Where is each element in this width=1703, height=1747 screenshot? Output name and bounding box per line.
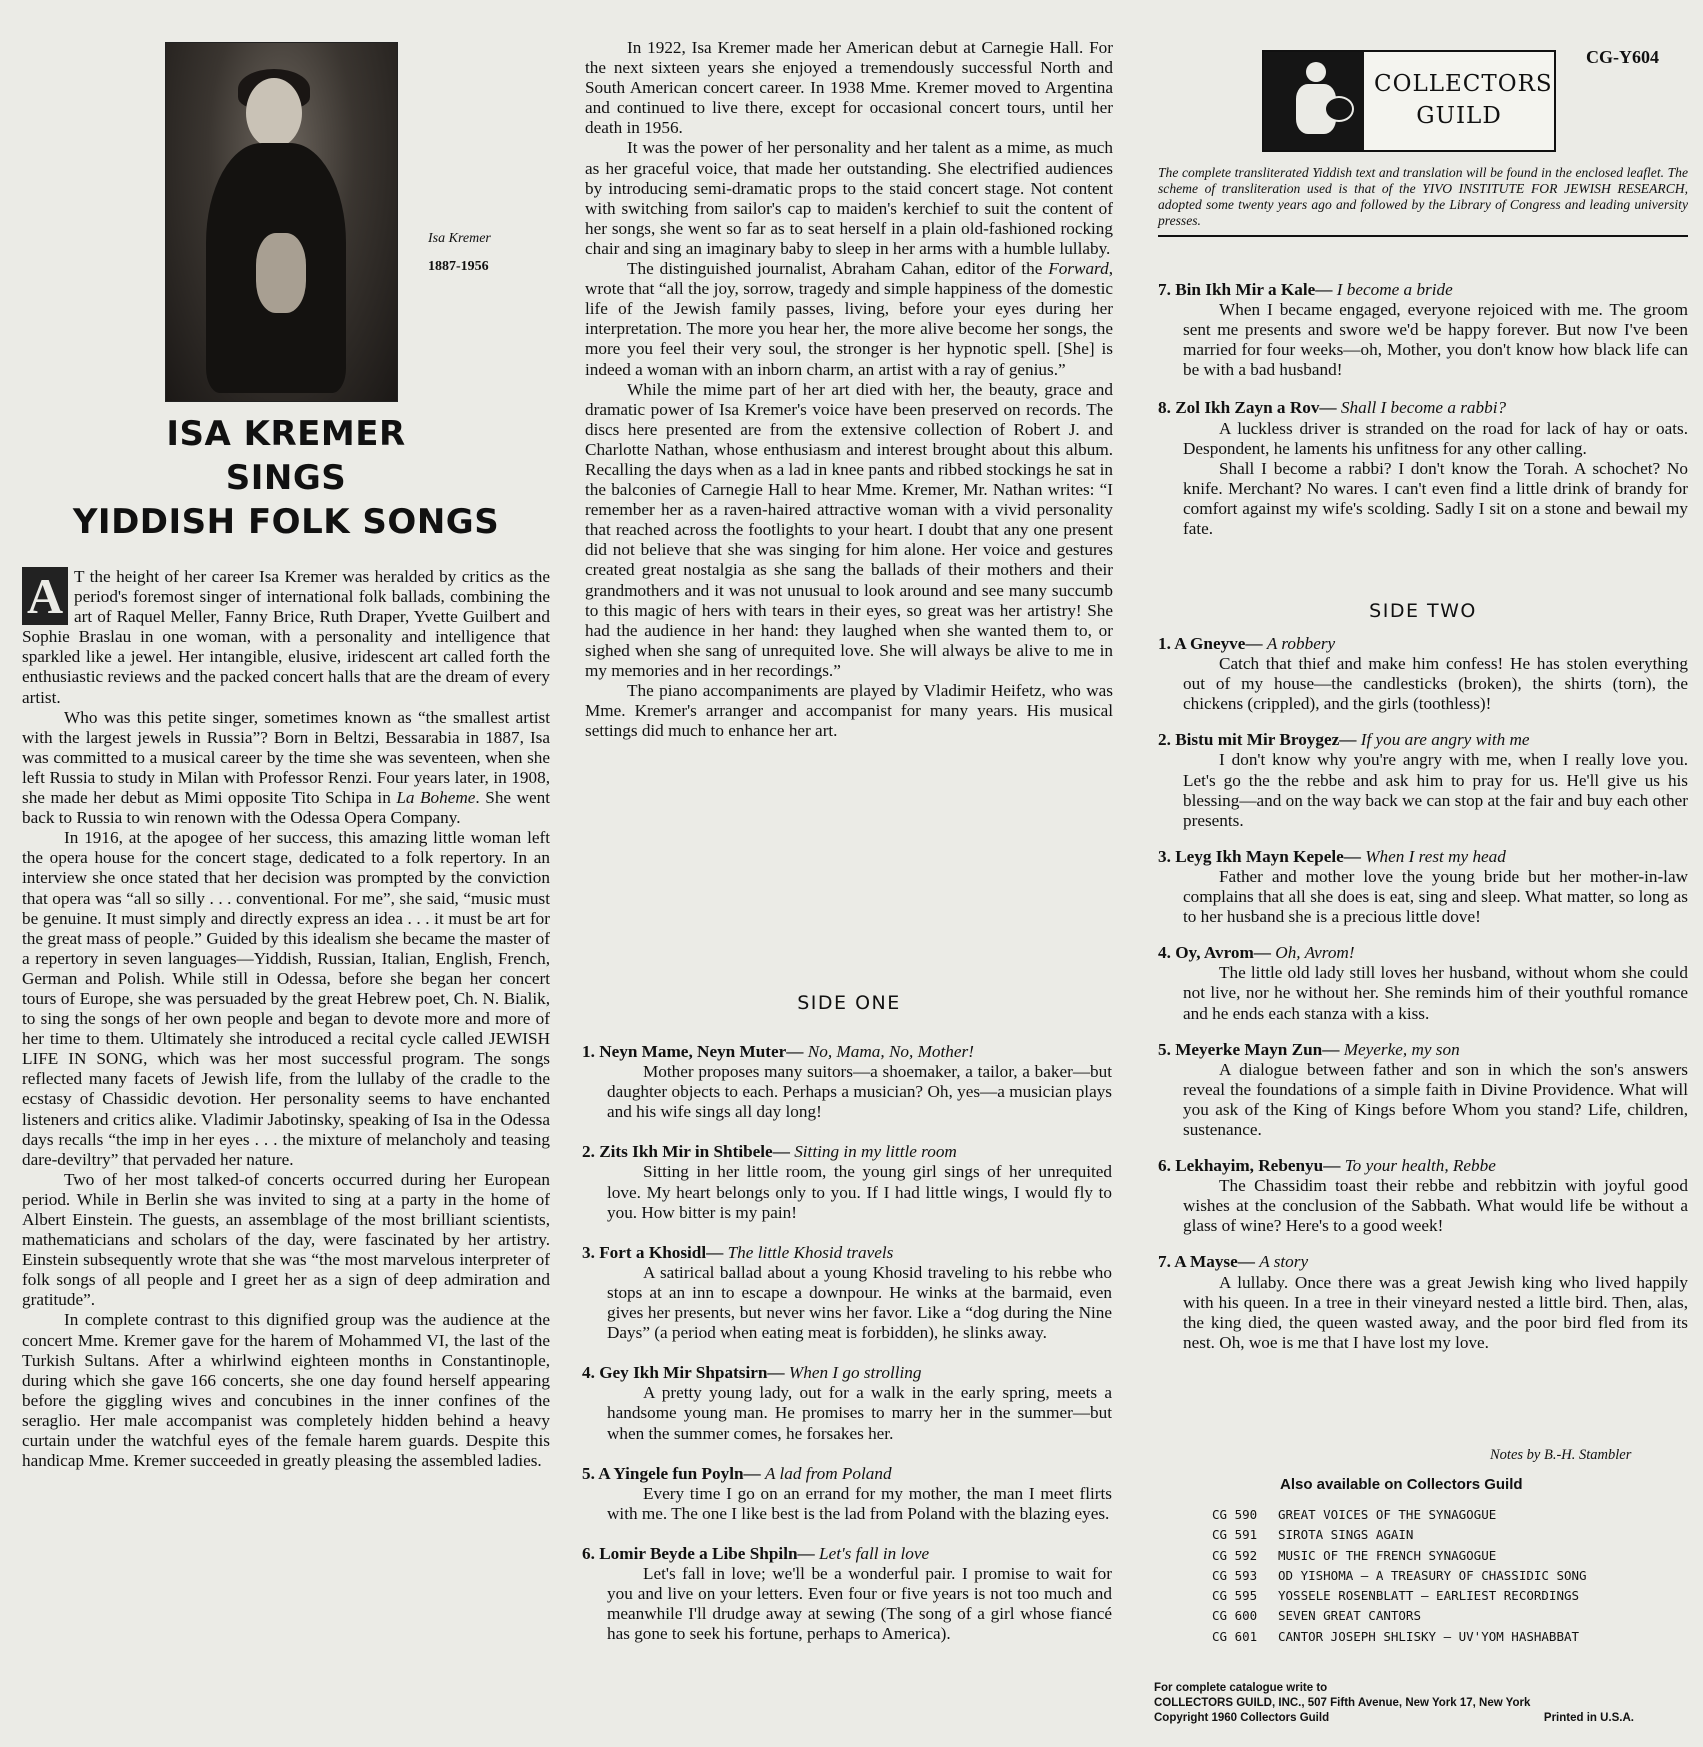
catalog-title: OD YISHOMA — A TREASURY OF CHASSIDIC SONG: [1278, 1567, 1587, 1583]
notes-credit: Notes by B.-H. Stambler: [1490, 1447, 1632, 1463]
catalog-number: CG 600: [1212, 1608, 1258, 1624]
side-two-tracklist: [1158, 634, 1688, 1369]
footer-printed: Printed in U.S.A.: [1543, 1712, 1634, 1724]
song-description: [1183, 1273, 1688, 1353]
song-title: [1158, 1040, 1688, 1060]
song-description: [607, 1484, 1112, 1524]
bio-paragraph: In complete contrast to this dignified group was the audience at the concert Mme. Kremer gave for the harem of Mohammed VI, the last of the Turkish Sultans. After a whirlwind eighteen months in Constantinople, during which she gave 166 concerts, she one day found herself appearing before the giggling wives and concubines in the inner confines of the seraglio. Her male accompanist was completely hidden behind a heavy curtain under the watchful eyes of the female harem guards. Despite this handicap Mme. Kremer succeeded in greatly pleasing the assembled ladies.: [22, 1310, 550, 1471]
catalog-row: [1212, 1566, 1587, 1586]
song-yiddish-title: Bistu mit Mir Broygez—: [1175, 730, 1361, 750]
song-title: [1158, 847, 1688, 867]
song-yiddish-title: Lomir Beyde a Libe Shpiln—: [599, 1543, 820, 1563]
song-translation: When I go strolling: [788, 1363, 922, 1383]
song-number: 2.: [582, 1142, 600, 1162]
song-description: [1183, 963, 1688, 1023]
song-description: [1183, 1176, 1688, 1236]
catalog-number: CG 591: [1212, 1527, 1258, 1543]
portrait-hands: [256, 233, 306, 313]
song-title: [582, 1464, 1112, 1484]
song-description-paragraph: Catch that thief and make him confess! He has stolen everything out of my house—the candlesticks (broken), the shirts (torn), the chickens (crippled), and the girls (toothless)!: [1183, 654, 1688, 714]
song-yiddish-title: A Gneyve—: [1174, 634, 1267, 653]
song-description-paragraph: Shall I become a rabbi? I don't know the Torah. A schochet? No knife. Merchant? No wares. I can't even find a little drink of brandy for comfort against my wife's scolding. Sadly I sit on a stone and bewail my fate.: [1183, 458, 1688, 539]
song-description: [1183, 654, 1688, 714]
catalog-row: [1212, 1586, 1587, 1606]
song-description: [607, 1564, 1112, 1644]
catalog-row: [1212, 1505, 1587, 1525]
song-description-paragraph: Father and mother love the young bride but her mother-in-law complains that all she does is eat, sing and sleep. What matter, so long as to her husband she is a precious little dove!: [1183, 866, 1688, 927]
bio-paragraph: The piano accompaniments are played by Vladimir Heifetz, who was Mme. Kremer's arranger and accompanist for many years. His musical settings did much to enhance her art.: [585, 681, 1113, 741]
dropcap-initial: A: [22, 567, 68, 625]
catalog-number: CG 593: [1212, 1567, 1258, 1583]
photo-caption-name: Isa Kremer: [428, 231, 491, 246]
catalog-title: CANTOR JOSEPH SHLISKY — UV'YOM HASHABBAT: [1278, 1628, 1580, 1644]
catalog-title: SIROTA SINGS AGAIN: [1278, 1527, 1414, 1543]
transliteration-note: The complete transliterated Yiddish text and translation will be found in the enclosed leaflet. The scheme of transliteration used is that of the YIVO INSTITUTE FOR JEWISH RESEARCH, adopted some twenty years ago and followed by the Library of Congress and leading university presses.: [1158, 165, 1688, 237]
bio-paragraph: In 1916, at the apogee of her success, this amazing little woman left the opera house for the concert stage, dedicated to a folk repertory. In an interview she once stated that her decision was prompted by the conviction that opera was “all so silly . . . conventional. For me”, she said, “music must be genuine. It must simply and directly express an idea . . . it must be art for the great mass of people.” Guided by this idealism she became the master of a repertory in seven languages—Yiddish, Russian, Italian, English, French, German and Polish. While still in Odessa, before she began her concert tours of Europe, she was persuaded by the great Hebrew poet, Ch. N. Bialik, to sing the songs of her own people and began to devote more and more of her time to them. Ultimately she introduced a recital cycle called JEWISH LIFE IN SONG, which was her most successful program. The songs reflected many facets of Jewish life, from the lullaby of the cradle to the ecstasy of Chassidic devotion. Her personality seems to have enchanted listeners and critics alike. Vladimir Jabotinsky, speaking of Isa in the Odessa days recalls “the imp in her eyes . . . the mixture of melancholy and teasing dare-deviltry” that pervaded her nature.: [22, 828, 550, 1169]
catalog-number: CG 601: [1212, 1628, 1258, 1644]
bio-paragraph: The distinguished journalist, Abraham Cahan, editor of the Forward, wrote that “all the joy, sorrow, tragedy and simple happiness of the domestic life of the Jewish family passes, living, before your eyes during her interpretation. The more you hear her, the more alive become her songs, the more you feel their very soul, the stronger is her hypnotic spell. [She] is indeed a woman with an inborn charm, an artist with a ray of genius.”: [585, 259, 1113, 379]
lute-player-icon: [1264, 52, 1364, 150]
photo-caption-years: 1887-1956: [428, 259, 489, 274]
song-translation: A lad from Poland: [765, 1463, 892, 1483]
song-translation: A story: [1259, 1252, 1309, 1272]
song-entry: [582, 1042, 1112, 1122]
song-yiddish-title: Gey Ikh Mir Shpatsirn—: [599, 1363, 789, 1383]
song-yiddish-title: Oy, Avrom—: [1175, 943, 1276, 963]
catalog-title: YOSSELE ROSENBLATT — EARLIEST RECORDINGS: [1278, 1588, 1580, 1604]
catalog-title: SEVEN GREAT CANTORS: [1278, 1608, 1421, 1624]
song-title: [1158, 634, 1688, 654]
side-two-heading: SIDE TWO: [1369, 600, 1477, 622]
song-entry: [1158, 1156, 1688, 1236]
song-number: 7.: [1158, 1252, 1175, 1272]
song-description: [1183, 750, 1688, 830]
song-entry: [1158, 1252, 1688, 1352]
portrait-photo: [165, 42, 398, 402]
song-description-paragraph: Sitting in her little room, the young girl sings of her unrequited love. My heart belongs only to you. If I had little wings, I would fly to you. How bitter is my pain!: [607, 1162, 1112, 1222]
song-translation: Let's fall in love: [819, 1543, 930, 1563]
also-available-heading: Also available on Collectors Guild: [1280, 1476, 1523, 1493]
song-description: [1183, 867, 1688, 927]
song-number: 4.: [1158, 943, 1176, 963]
title-line-1: ISA KREMER: [166, 414, 406, 454]
song-yiddish-title: Fort a Khosidl—: [599, 1242, 728, 1262]
song-title: [1158, 730, 1688, 750]
song-number: 7.: [1158, 280, 1176, 299]
song-title: [1158, 1156, 1688, 1176]
catalog-title: GREAT VOICES OF THE SYNAGOGUE: [1278, 1507, 1497, 1522]
song-number: 3.: [582, 1242, 600, 1262]
song-yiddish-title: Zol Ikh Zayn a Rov—: [1175, 398, 1341, 418]
song-yiddish-title: Bin Ikh Mir a Kale—: [1175, 280, 1337, 299]
catalog-number: CG 592: [1212, 1547, 1258, 1563]
side-one-tracklist-continued: [1158, 280, 1688, 557]
song-entry: [1158, 730, 1688, 830]
song-description: [1183, 300, 1688, 380]
song-title: [1158, 943, 1688, 963]
song-entry: [582, 1142, 1112, 1222]
catalog-number: CG 590: [1212, 1507, 1258, 1522]
bio-paragraph: It was the power of her personality and her talent as a mime, as much as her graceful voice, that made her outstanding. She electrified audiences by introducing semi-dramatic props to the staid concert stage. Not content with switching from sailor's cap to maiden's kerchief to suit the content of her songs, she went so far as to seat herself in a plain old-fashioned rocking chair and sing an imaginary baby to sleep in her arms with a humble lullaby.: [585, 138, 1113, 258]
song-number: 5.: [1158, 1039, 1176, 1059]
song-yiddish-title: A Mayse—: [1174, 1252, 1260, 1272]
song-yiddish-title: Lekhayim, Rebenyu—: [1175, 1156, 1345, 1176]
collectors-guild-logo: [1262, 50, 1556, 152]
song-translation: Oh, Avrom!: [1275, 943, 1355, 963]
song-number: 6.: [582, 1543, 600, 1563]
song-translation: Shall I become a rabbi?: [1340, 398, 1507, 418]
song-description: [607, 1383, 1112, 1443]
bio-paragraph: Who was this petite singer, sometimes known as “the smallest artist with the largest jewels in Russia”? Born in Beltzi, Bessarabia in 1887, Isa was committed to a musical career by the time she was seventeen, when she left Russia to study in Milan with Professor Renzi. Four years later, in 1908, she made her debut as Mimi opposite Tito Schipa in La Boheme. She went back to Russia to win renown with the Odessa Opera Company.: [22, 707, 550, 828]
song-translation: If you are angry with me: [1360, 730, 1530, 750]
song-entry: [582, 1464, 1112, 1524]
song-translation: I become a bride: [1336, 280, 1453, 299]
song-description-paragraph: A satirical ballad about a young Khosid traveling to his rebbe who stops at an inn to escape a downpour. He winks at the barmaid, even gives her presents, but never wins her favor. Like a “dog during the Nine Days” (a period when eating meat is forbidden), he slinks away.: [607, 1262, 1112, 1343]
song-description-paragraph: The Chassidim toast their rebbe and rebbitzin with joyful good wishes at the conclusion of the Sabbath. What would life be without a glass of wine? Here's to a good week!: [1183, 1176, 1688, 1236]
side-one-tracklist: [582, 1042, 1112, 1664]
song-title: [1158, 398, 1688, 418]
song-title: [582, 1042, 1112, 1062]
song-title: [582, 1243, 1112, 1263]
bio-paragraph: [22, 567, 550, 708]
song-title: [582, 1142, 1112, 1162]
catalog-row: [1212, 1606, 1587, 1626]
catalog-list: [1212, 1505, 1587, 1647]
song-entry: [582, 1544, 1112, 1644]
song-description-paragraph: Every time I go on an errand for my mother, the man I meet flirts with me. The one I like best is the lad from Poland with the blazing eyes.: [607, 1483, 1112, 1523]
song-description-paragraph: I don't know why you're angry with me, when I really love you. Let's go the the rebbe and ask him to pray for us. He'll give us his blessing—and on the way back we can stop at the fair and buy each other presents.: [1183, 750, 1688, 830]
song-number: 8.: [1158, 398, 1176, 418]
portrait-face: [246, 78, 302, 148]
song-translation: When I rest my head: [1365, 846, 1506, 866]
song-description-paragraph: The little old lady still loves her husband, without whom she could not live, nor he without her. She reminds him of their youthful romance and he ends each stanza with a kiss.: [1183, 963, 1688, 1023]
catalog-row: [1212, 1546, 1587, 1566]
song-entry: [1158, 634, 1688, 714]
song-translation: Sitting in my little room: [794, 1142, 957, 1162]
title-line-3: YIDDISH FOLK SONGS: [72, 502, 500, 542]
song-entry: [1158, 280, 1688, 380]
song-title: [582, 1363, 1112, 1383]
song-description: [607, 1062, 1112, 1122]
song-description-paragraph: A dialogue between father and son in which the son's answers reveal the foundations of a simple faith in Divine Providence. What will you ask of the King of Kings before Whom you stand? Life, children, sustenance.: [1183, 1059, 1688, 1139]
song-translation: A robbery: [1266, 634, 1336, 653]
footer: [1154, 1681, 1634, 1726]
bio-paragraph: Two of her most talked-of concerts occurred during her European period. While in Berlin she was invited to sing at a party in the home of Albert Einstein. The guests, an assemblage of the most brilliant scientists, mathematicians and scholars of the day, were fascinated by her artistry. Einstein subsequently wrote that she was “the most marvelous interpreter of folk songs of all people and I greet her as a sign of deep admiration and gratitude”.: [22, 1169, 550, 1310]
song-description-paragraph: When I became engaged, everyone rejoiced with me. The groom sent me presents and swore we'd be happy forever. But now I've been married for four weeks—oh, Mother, you don't know how black life can be with a bad husband!: [1183, 300, 1688, 380]
song-description: [1183, 419, 1688, 540]
song-title: [582, 1544, 1112, 1564]
song-number: 1.: [1158, 634, 1175, 653]
song-number: 3.: [1158, 846, 1176, 866]
song-translation: To your health, Rebbe: [1344, 1156, 1496, 1176]
footer-line-1: For complete catalogue write to: [1154, 1682, 1328, 1694]
song-yiddish-title: Neyn Mame, Neyn Muter—: [599, 1042, 808, 1061]
catalog-number: CG 595: [1212, 1588, 1258, 1604]
logo-line-1: COLLECTORS: [1374, 71, 1553, 97]
song-entry: [1158, 847, 1688, 927]
song-yiddish-title: Leyg Ikh Mayn Kepele—: [1175, 846, 1366, 866]
song-description: [607, 1162, 1112, 1222]
catalog-row: [1212, 1627, 1587, 1647]
song-number: 2.: [1158, 730, 1176, 750]
biography-column-2: [585, 38, 1113, 741]
figure-head: [1306, 62, 1326, 82]
song-description-paragraph: Let's fall in love; we'll be a wonderful pair. I promise to wait for you and live on your letters. Even four or five years is not too much and meanwhile I'll drudge away at sewing (The song of a girl whose fiancé has gone to seek his fortune, perhaps to America).: [607, 1563, 1112, 1644]
song-translation: The little Khosid travels: [727, 1242, 894, 1262]
catalog-number: CG-Y604: [1586, 47, 1659, 67]
song-entry: [1158, 398, 1688, 539]
side-one-heading: SIDE ONE: [797, 992, 901, 1014]
song-title: [1158, 1252, 1688, 1272]
title-line-2: SINGS: [225, 458, 347, 498]
footer-address: COLLECTORS GUILD, INC., 507 Fifth Avenue, New York 17, New York: [1154, 1697, 1531, 1709]
song-translation: Meyerke, my son: [1343, 1039, 1460, 1059]
song-description-paragraph: A pretty young lady, out for a walk in the early spring, meets a handsome young man. He promises to marry her in the summer—but when the summer comes, he forsakes her.: [607, 1383, 1112, 1443]
logo-wordmark: [1374, 68, 1553, 132]
song-description-paragraph: A lullaby. Once there was a great Jewish king who lived happily with his queen. In a tree in their vineyard nested a little bird. Then, alas, the king died, the queen wasted away, and the poor bird fled from its nest. Oh, woe is me that I have lost my love.: [1183, 1272, 1688, 1352]
song-number: 1.: [582, 1042, 600, 1061]
song-entry: [582, 1243, 1112, 1343]
song-entry: [582, 1363, 1112, 1443]
song-translation: No, Mama, No, Mother!: [807, 1042, 974, 1061]
song-description: [1183, 1060, 1688, 1140]
bio-paragraph: In 1922, Isa Kremer made her American debut at Carnegie Hall. For the next sixteen years she enjoyed a tremendously successful North and South American concert career. In 1938 Mme. Kremer moved to Argentina and continued to live there, except for occasional concert tours, until her death in 1956.: [585, 38, 1113, 138]
biography-column-1: [22, 567, 550, 1471]
song-entry: [1158, 943, 1688, 1023]
song-number: 6.: [1158, 1156, 1176, 1176]
figure-lute: [1324, 96, 1354, 122]
catalog-row: [1212, 1525, 1587, 1545]
song-description-paragraph: A luckless driver is stranded on the road for lack of hay or oats. Despondent, he laments his unfitness for any other calling.: [1183, 418, 1688, 458]
song-yiddish-title: Zits Ikh Mir in Shtibele—: [599, 1142, 795, 1162]
album-title: [22, 412, 550, 544]
song-description-paragraph: Mother proposes many suitors—a shoemaker, a tailor, a baker—but daughter objects to each. Perhaps a musician? Oh, yes—a musician plays and his wife sings all day long!: [607, 1062, 1112, 1122]
bio-text: T the height of her career Isa Kremer was heralded by critics as the period's foremost singer of international folk ballads, combining the art of Raquel Meller, Fanny Brice, Ruth Draper, Yvette Guilbert and Sophie Braslau in one woman, with a personality and intelligence that sparkled like a jewel. Her intangible, elusive, iridescent art called forth the enthusiastic reviews and the packed concert halls that are the dream of every artist.: [22, 567, 550, 707]
footer-copyright: Copyright 1960 Collectors Guild: [1154, 1712, 1330, 1724]
song-yiddish-title: Meyerke Mayn Zun—: [1175, 1039, 1344, 1059]
song-number: 4.: [582, 1363, 600, 1383]
song-title: [1158, 280, 1688, 300]
catalog-title: MUSIC OF THE FRENCH SYNAGOGUE: [1278, 1547, 1497, 1563]
song-description: [607, 1263, 1112, 1343]
bio-paragraph: While the mime part of her art died with her, the beauty, grace and dramatic power of Isa Kremer's voice have been preserved on records. The discs here presented are from the extensive collection of Robert J. and Charlotte Nathan, whose enthusiasm and interest brought about this album. Recalling the days when as a lad in knee pants and ribbed stockings he sat in the balconies of Carnegie Hall to hear Mme. Kremer, Mr. Nathan writes: “I remember her as a raven-haired attractive woman with a vivid personality that reached across the footlights to your heart. I doubt that any one present did not believe that she was singing for him alone. Her voice and gestures created great nostalgia as she sang the ballads of their mothers and their grandmothers and it was not unusual to look around and see many succumb to this magic of hers with tears in their eyes, so great was her artistry! She had the audience in her hand: they laughed when she wanted them to, or sighed when she sang of unrequited love. She will always be alive to me in my memories and in her recordings.”: [585, 379, 1113, 680]
song-number: 5.: [582, 1463, 599, 1483]
song-entry: [1158, 1040, 1688, 1140]
logo-line-2: GUILD: [1416, 103, 1502, 129]
song-yiddish-title: A Yingele fun Poyln—: [598, 1463, 766, 1483]
